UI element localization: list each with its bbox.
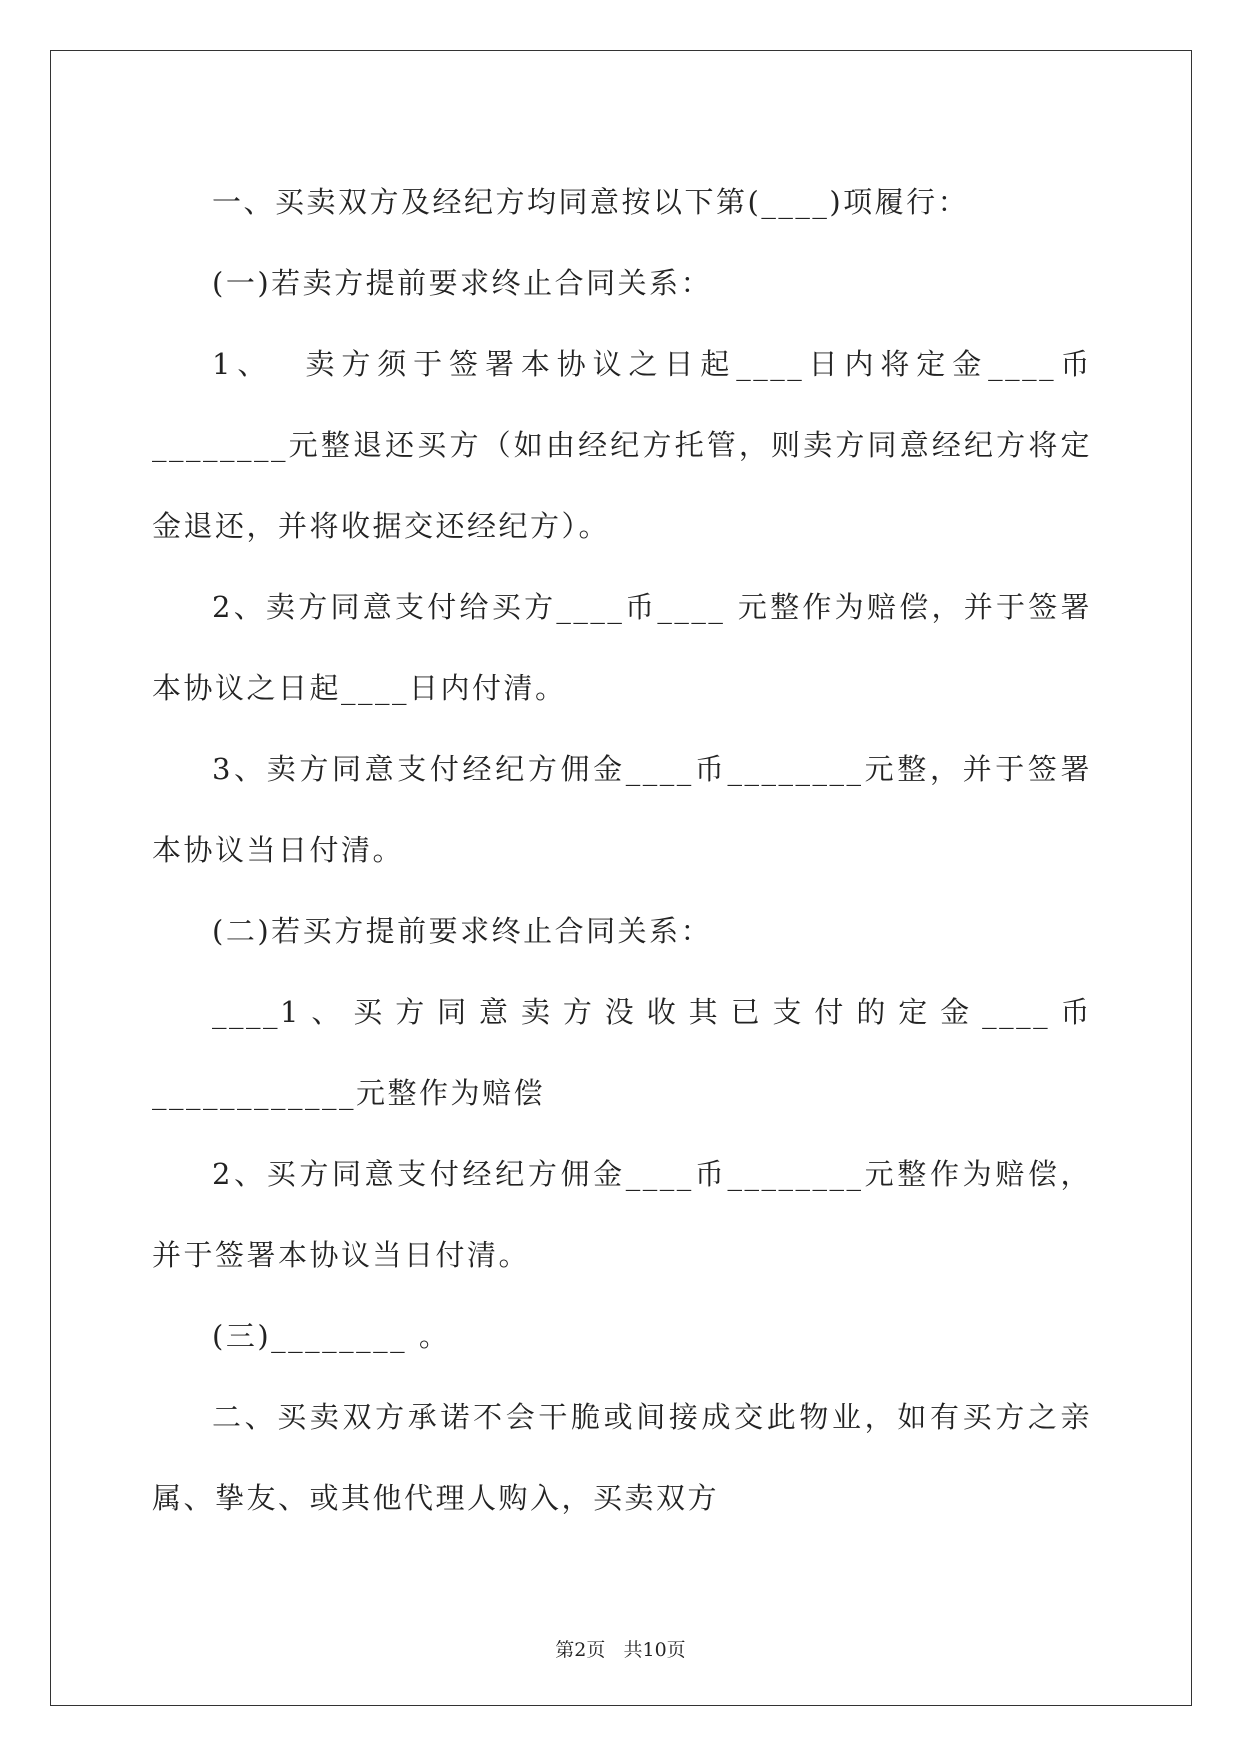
seller-item-3: 3、卖方同意支付经纪方佣金____币________元整，并于签署本协议当日付清。	[152, 752, 1092, 867]
section-other: (三)________ 。	[212, 1319, 451, 1353]
clause-1-heading: 一、买卖双方及经纪方均同意按以下第(____)项履行：	[212, 185, 970, 219]
buyer-item-2: 2、买方同意支付经纪方佣金____币________元整作为赔偿，并于签署本协议当日付清。	[152, 1157, 1092, 1272]
page-footer: 第2页 共10页	[555, 1639, 686, 1661]
seller-item-1: 1、 卖方须于签署本协议之日起____日内将定金____币________元整退还买方（如由经纪方托管，则卖方同意经纪方将定金退还，并将收据交还经纪方）。	[152, 347, 1092, 543]
section-seller-termination: (一)若卖方提前要求终止合同关系：	[212, 266, 713, 300]
clause-2-text: 二、买卖双方承诺不会干脆或间接成交此物业，如有买方之亲属、挚友、或其他代理人购入，买卖双方	[152, 1400, 1092, 1515]
section-buyer-termination: (二)若买方提前要求终止合同关系：	[212, 914, 713, 948]
seller-item-2: 2、卖方同意支付给买方____币____ 元整作为赔偿，并于签署本协议之日起____日内付清。	[152, 590, 1092, 705]
buyer-item-1: ____1、买方同意卖方没收其已支付的定金____币____________元整作为赔偿	[152, 995, 1092, 1110]
document-body	[152, 162, 1092, 1539]
